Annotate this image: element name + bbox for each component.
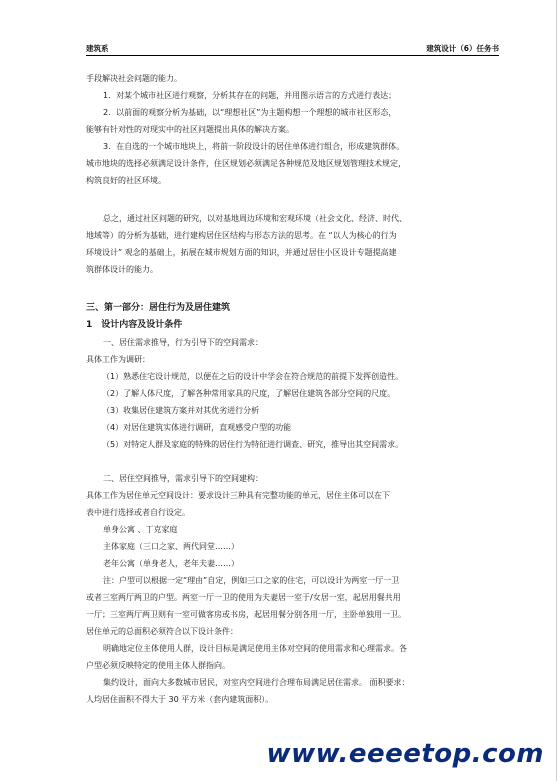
part2-line: 注：户型可以根据一定“理由”自定，例如三口之家的住宅，可以设计为两室一厅一卫 — [103, 576, 400, 585]
part2-line: 二、居住空间推导，需求引导下的空间建构： — [103, 474, 263, 483]
spacer — [86, 189, 500, 210]
paragraph-line: 1．对某个城市社区进行观察，分析其存在的问题，并用图示语言的方式进行表达； — [103, 91, 397, 100]
part2-line: 表中进行选择或者自行设定。 — [86, 508, 190, 517]
part1-line: （5）对特定人群及家庭的特殊的居住行为特征进行调查、研究，推导出其空间需求。 — [102, 440, 404, 449]
part2-line: 户型必须反映特定的使用主体人群指向。 — [86, 661, 230, 670]
part1-line: （2）了解人体尺度，了解各种常用家具的尺度，了解居住建筑各部分空间的尺度。 — [102, 389, 396, 398]
paragraph-line: 手段解决社会问题的能力。 — [86, 74, 182, 83]
part2-line: 单身公寓 、丁克家庭 — [103, 525, 178, 534]
paragraph-line: 2．以前面的观察分析为基础，以“理想社区”为主题构想一个理想的城市社区形态， — [103, 108, 397, 117]
page-header — [86, 41, 499, 56]
page-body — [86, 70, 500, 708]
part1-line: 具体工作为调研： — [86, 355, 150, 364]
subsection-title: 1 设计内容及设计条件 — [86, 320, 183, 330]
part2-line: 具体工作为居住单元空间设计：要求设计三种具有完整功能的单元，居住主体可以在下 — [86, 491, 390, 500]
part1-line: （4）对居住建筑实体进行调研，直观感受户型的功能 — [102, 423, 292, 432]
part2-line: 或者三室两厅两卫的户型。两室一厅一卫的使用为夫妻居一室于/女居一室，起居用餐共用 — [86, 593, 401, 602]
part2-line: 一厅；三室两厅两卫则有一室可做客房或书房，起居用餐分别各用一厅，主卧单独用一卫。 — [86, 610, 406, 619]
spacer — [86, 278, 500, 299]
part1-line: （1）熟悉住宅设计规范，以便在之后的设计中学会在符合规范的前提下发挥创造性。 — [102, 372, 404, 381]
part1-line: （3）收集居住建筑方案并对其优劣进行分析 — [102, 406, 260, 415]
part1-line: 一、居住需求推导，行为引导下的空间需求： — [103, 338, 263, 347]
summary-line: 环境设计” 观念的基础上，拓展在城市规划方面的知识，并通过居住小区设计专题提高建 — [86, 248, 397, 257]
watermark-logo: www.eeeetop.com — [266, 739, 544, 769]
header-doc-title: 建筑设计（6）任务书 — [426, 44, 499, 53]
part2-line: 居住单元的总面积必须符合以下设计条件： — [86, 627, 238, 636]
part2-line: 主体家庭（三口之家、两代同堂……） — [103, 542, 239, 551]
paragraph-line: 能够有针对性的对现实中的社区问题提出具体的解决方案。 — [86, 125, 294, 134]
paragraph-line: 3．在自选的一个城市地块上，将前一阶段设计的居住单体进行组合，形成建筑群体。 — [103, 142, 405, 151]
summary-line: 总之，通过社区问题的研究，以对基地周边环境和宏观环境（社会文化、经济、时代、 — [103, 214, 407, 223]
part2-line: 集约设计，面向大多数城市居民，对室内空间进行合理布局满足居住需求。 面积要求： — [103, 678, 410, 687]
part2-line: 明确地定位主体使用人群，设计目标是满足使用主体对空间的使用需求和心理需求。各 — [103, 644, 407, 653]
section-title: 三、第一部分：居住行为及居住建筑 — [86, 303, 231, 313]
header-department: 建筑系 — [86, 44, 109, 53]
paragraph-line: 城市地块的选择必须满足设计条件，住区规划必须满足各种规范及地区规划管理技术规定， — [86, 159, 406, 168]
paragraph-line: 构筑良好的社区环境。 — [86, 176, 166, 185]
summary-line: 地域等）的分析为基础，进行建构居住区结构与形态方法的思考。在 “以人为核心的行为 — [86, 231, 397, 240]
summary-line: 筑群体设计的能力。 — [86, 265, 158, 274]
spacer — [86, 453, 500, 470]
part2-line: 人均居住面积不得大于 30 平方米（套内建筑面积）。 — [86, 695, 274, 704]
part2-line: 老年公寓（单身老人，老年夫妻……） — [103, 559, 239, 568]
